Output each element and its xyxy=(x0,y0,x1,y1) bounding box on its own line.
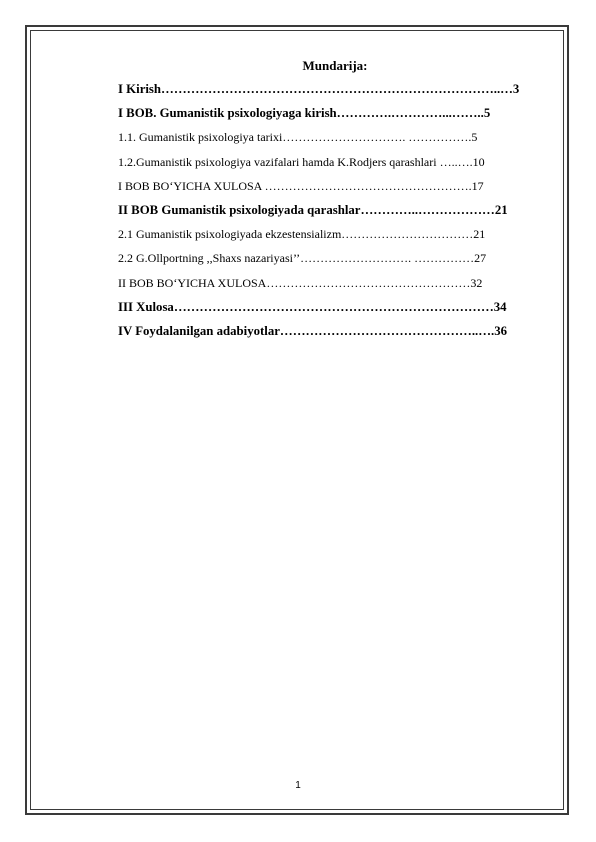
toc-entry: I BOB. Gumanistik psixologiyaga kirish………….…………...……..5 xyxy=(118,106,491,121)
toc-entry: II BOB Gumanistik psixologiyada qarashlar…………..………………21 xyxy=(118,202,508,217)
toc-entry: I BOB BO‘YICHA XULOSA …………………………………………….17 xyxy=(118,178,484,193)
toc-title: Mundarija: xyxy=(302,58,368,73)
page-number: 1 xyxy=(295,780,301,791)
toc-entry: IV Foydalanilgan adabiyotlar………………………………………..….36 xyxy=(118,323,508,338)
toc-entry: I Kirish……………………………………………………………………..…3 xyxy=(118,82,520,96)
toc-entry: II BOB BO‘YICHA XULOSA……………………………………………32 xyxy=(118,275,483,290)
table-of-contents xyxy=(118,82,558,348)
toc-entry: III Xulosa…………………………………………………………………34 xyxy=(118,299,507,314)
toc-entry: 2.2 G.Ollportning ,,Shaxs nazariyasi’’………………………. ……………27 xyxy=(118,251,487,266)
toc-entry: 2.1 Gumanistik psixologiyada ekzestensializm……………………………21 xyxy=(118,227,486,242)
toc-entry: 1.2.Gumanistik psixologiya vazifalari hamda K.Rodjers qarashlari …..….10 xyxy=(118,154,485,169)
toc-entry: 1.1. Gumanistik psixologiya tarixi…………………………. …………….5 xyxy=(118,130,478,145)
